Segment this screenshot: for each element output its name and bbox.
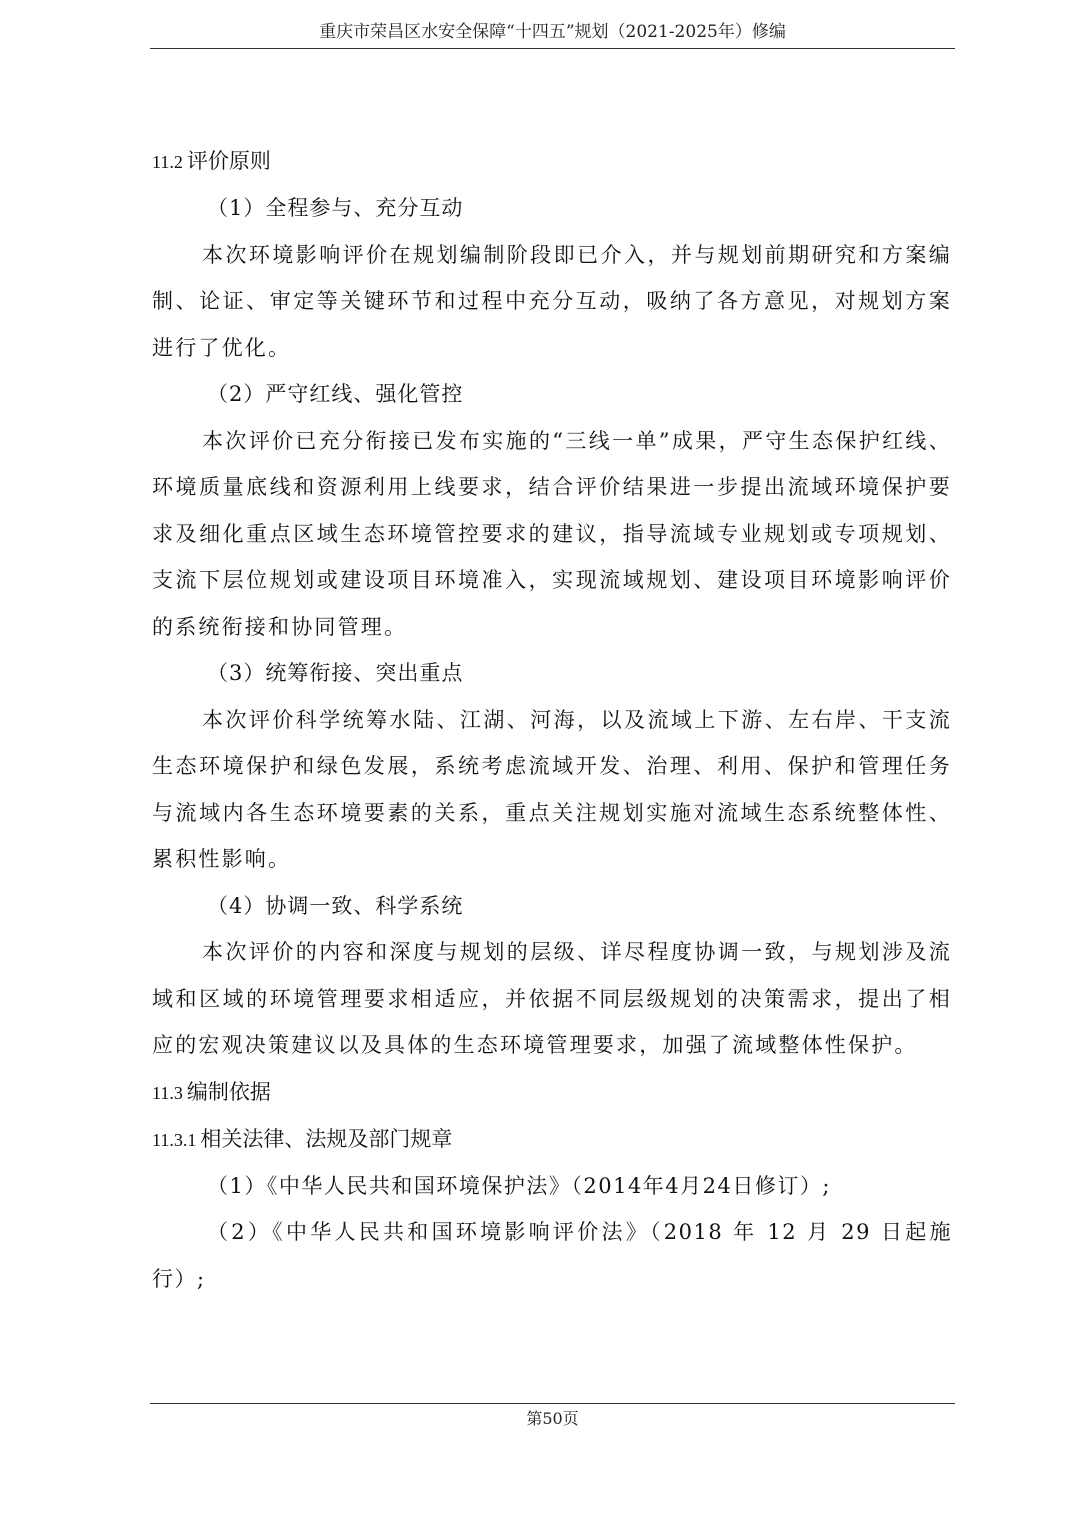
- section-heading-11-2: [152, 138, 952, 185]
- principle-title-1: （1）全程参与、充分互动: [207, 196, 464, 220]
- document-body: [152, 138, 952, 1302]
- section-heading-11-3: [152, 1069, 952, 1116]
- section-number: 11.3.1: [152, 1129, 197, 1150]
- page-number: 第50页: [526, 1409, 579, 1428]
- section-title: 相关法律、法规及部门规章: [200, 1126, 453, 1151]
- principle-text-2: 本次评价已充分衔接已发布实施的“三线一单”成果，严守生态保护红线、环境质量底线和资源利用上线要求，结合评价结果进一步提出流域环境保护要求及细化重点区域生态环境管控要求的建议，指导流域专业规划或专项规划、支流下层位规划或建设项目环境准入，实现流域规划、建设项目环境影响评价的系统衔接和协同管理。: [152, 428, 952, 639]
- section-heading-11-3-1: [152, 1116, 952, 1163]
- law-item-1: （1）《中华人民共和国环境保护法》（2014年4月24日修订）;: [207, 1173, 831, 1198]
- principle-text-4: 本次评价的内容和深度与规划的层级、详尽程度协调一致，与规划涉及流域和区域的环境管理要求相适应，并依据不同层级规划的决策需求，提出了相应的宏观决策建议以及具体的生态环境管理要求，加强了流域整体性保护。: [152, 940, 952, 1057]
- principle-text-3: 本次评价科学统筹水陆、江湖、河海，以及流域上下游、左右岸、干支流生态环境保护和绿色发展，系统考虑流域开发、治理、利用、保护和管理任务与流域内各生态环境要素的关系，重点关注规划实施对流域生态系统整体性、累积性影响。: [152, 707, 952, 871]
- section-title: 编制依据: [186, 1079, 271, 1104]
- document-title: 重庆市荣昌区水安全保障“十四五”规划（2021-2025年）修编: [319, 22, 786, 42]
- section-number: 11.3: [152, 1082, 183, 1103]
- section-title: 评价原则: [186, 149, 271, 173]
- page-header: [150, 18, 955, 49]
- principle-title-3: （3）统筹衔接、突出重点: [207, 661, 464, 685]
- law-item-2: （2）《中华人民共和国环境影响评价法》（2018 年 12 月 29 日起施行）;: [152, 1220, 952, 1291]
- principle-text-1: 本次环境影响评价在规划编制阶段即已介入，并与规划前期研究和方案编制、论证、审定等关键环节和过程中充分互动，吸纳了各方意见，对规划方案进行了优化。: [152, 242, 952, 360]
- principle-title-4: （4）协调一致、科学系统: [207, 893, 464, 918]
- section-number: 11.2: [152, 152, 183, 172]
- principle-title-2: （2）严守红线、强化管控: [207, 382, 464, 406]
- page-footer: [150, 1403, 955, 1434]
